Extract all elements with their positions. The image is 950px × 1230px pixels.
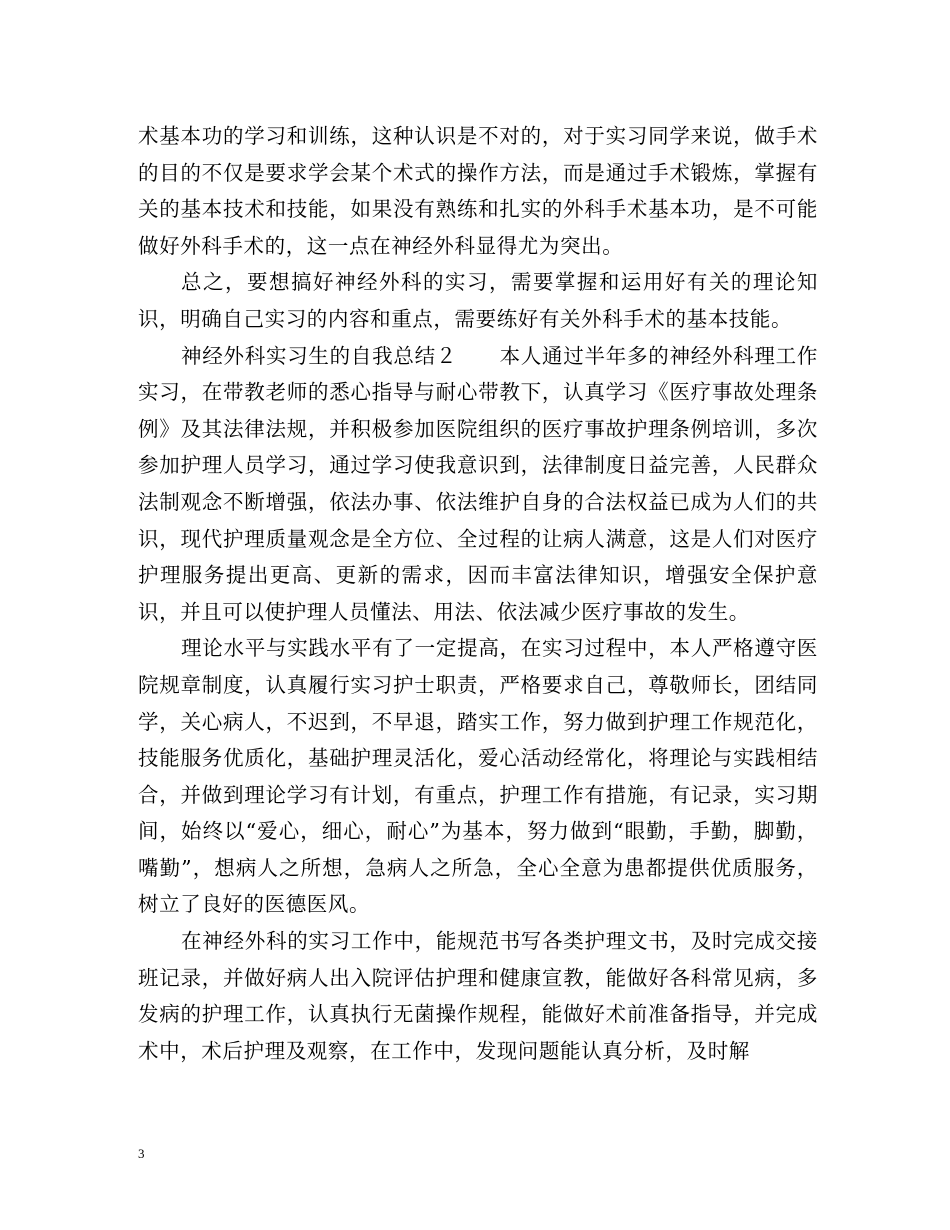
document-body [138,118,818,1069]
paragraph-4: 理论水平与实践水平有了一定提高，在实习过程中，本人严格遵守医院规章制度，认真履行实习护士职责，严格要求自己，尊敬师长，团结同学，关心病人，不迟到，不早退，踏实工作，努力做到护理工作规范化，技能服务优质化，基础护理灵活化，爱心活动经常化，将理论与实践相结合，并做到理论学习有计划，有重点，护理工作有措施，有记录，实习期间，始终以“爱心，细心，耐心”为基本，努力做到“眼勤，手勤，脚勤，嘴勤”，想病人之所想，急病人之所急，全心全意为患都提供优质服务，树立了良好的医德医风。 [138,636,818,917]
paragraph-1: 术基本功的学习和训练，这种认识是不对的，对于实习同学来说，做手术的目的不仅是要求学会某个术式的操作方法，而是通过手术锻炼，掌握有关的基本技术和技能，如果没有熟练和扎实的外科手术基本功，是不可能做好外科手术的，这一点在神经外科显得尤为突出。 [138,124,818,258]
paragraph-5: 在神经外科的实习工作中，能规范书写各类护理文书，及时完成交接班记录，并做好病人出入院评估护理和健康宣教，能做好各科常见病，多发病的护理工作，认真执行无菌操作规程，能做好术前准备指导，并完成术中，术后护理及观察，在工作中，发现问题能认真分析，及时解 [138,929,818,1063]
paragraph-3: 神经外科实习生的自我总结２ 本人通过半年多的神经外科理工作实习，在带教老师的悉心指导与耐心带教下，认真学习《医疗事故处理条例》及其法律法规，并积极参加医院组织的医疗事故护理条例培训，多次参加护理人员学习，通过学习使我意识到，法律制度日益完善，人民群众法制观念不断增强，依法办事、依法维护自身的合法权益已成为人们的共识，现代护理质量观念是全方位、全过程的让病人满意，这是人们对医疗护理服务提出更高、更新的需求，因而丰富法律知识，增强安全保护意识，并且可以使护理人员懂法、用法、依法减少医疗事故的发生。 [138,343,818,624]
paragraph-2: 总之，要想搞好神经外科的实习，需要掌握和运用好有关的理论知识，明确自己实习的内容和重点，需要练好有关外科手术的基本技能。 [138,270,818,331]
page-number: 3 [138,1146,145,1161]
